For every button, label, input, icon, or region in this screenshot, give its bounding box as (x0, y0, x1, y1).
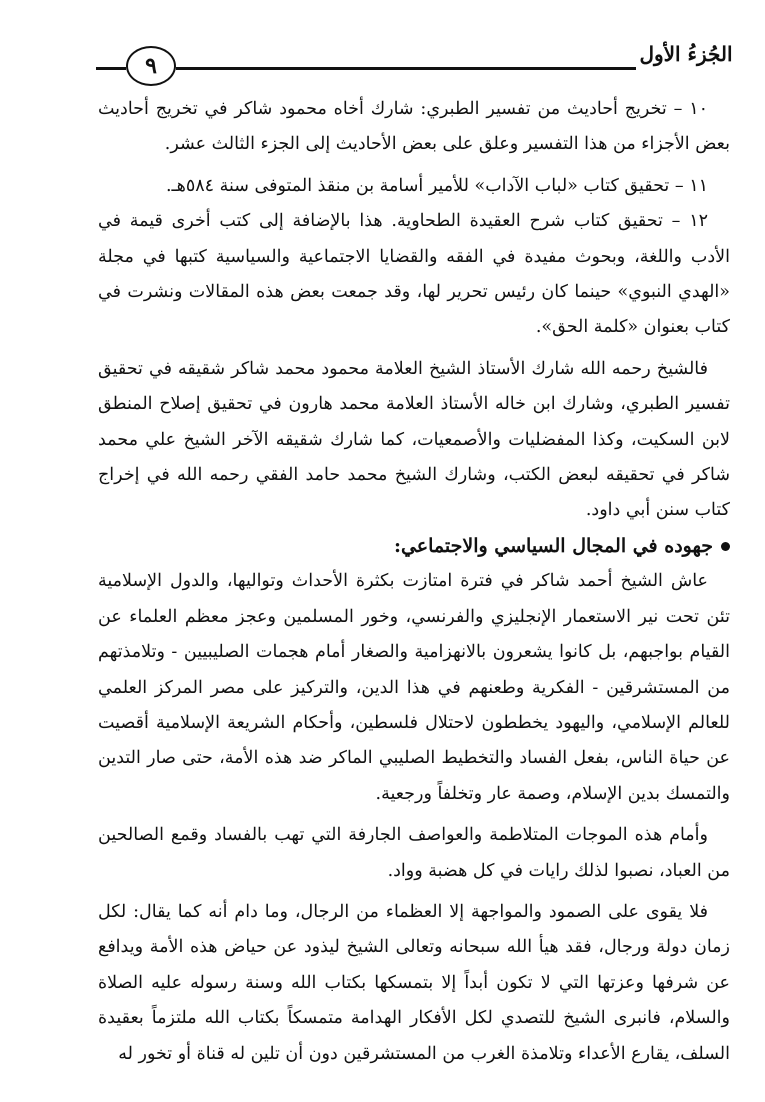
paragraph-era: عاش الشيخ أحمد شاكر في فترة امتازت بكثرة الأحداث وتواليها، والدول الإسلامية تئن تحت نير الاستعمار الإنجليزي والفرنسي، وخور المسلمين وعجز معظم العلماء عن القيام بواجبهم، بل كانوا يشعرون بالانهزامية والصغار أمام هجمات الصليبيين - وتلامذتهم من المستشرقين - الفكرية وطعنهم في هذا الدين، والتركيز على مصر المركز العلمي للعالم الإسلامي، واليهود يخططون لاحتلال فلسطين، وأحكام الشريعة الإسلامية أقصيت عن حياة الناس، بفعل الفساد والتخطيط الصليبي الماكر ضد هذه الأمة، حتى صار التدين والتمسك بدين الإسلام، وصمة عار وتخلفاً ورجعية. (98, 571, 730, 804)
bullet-icon (721, 542, 730, 551)
page-number-oval (126, 46, 176, 86)
running-title: الجُزءُ الأول (639, 42, 733, 66)
section-heading-text: جهوده في المجال السياسي والاجتماعي: (393, 534, 713, 557)
paragraph-waves: وأمام هذه الموجات المتلاطمة والعواصف الجارفة التي تهب بالفساد وقمع الصالحين من العباد، نصبوا لذلك رايات في كل هضبة وواد. (98, 825, 730, 881)
header-rule-left (96, 67, 126, 70)
list-item-11: ١١ – تحقيق كتاب «لباب الآداب» للأمير أسامة بن منقذ المتوفى سنة ٥٨٤هـ. (165, 175, 708, 196)
page-body (98, 92, 730, 1072)
paragraph-steadfastness: فلا يقوى على الصمود والمواجهة إلا العظماء من الرجال، وما دام أنه كما يقال: لكل زمان دولة ورجال، فقد هيأ الله سبحانه وتعالى الشيخ ليذود عن حياض هذه الأمة ويدافع عن شرفها وعزتها التي لا تكون أبداً إلا بتمسكها بكتاب الله وسنة رسوله عليه الصلاة والسلام، فانبرى الشيخ للتصدي لكل الأفكار الهدامة متمسكاً بكتاب الله ملتزماً بعقيدة السلف، يقارع الأعداء وتلامذة الغرب من المستشرقين دون أن تلين له قناة أو تخور له (98, 901, 730, 1064)
list-item-10: ١٠ – تخريج أحاديث من تفسير الطبري: شارك أخاه محمود شاكر في تخريج أحاديث بعض الأجزاء من هذا التفسير وعلق على بعض الأحاديث إلى الجزء الثالث عشر. (98, 99, 730, 155)
page-header (96, 40, 736, 90)
header-rule-right (176, 67, 636, 70)
page-number: ٩ (145, 53, 157, 79)
paragraph-shaker-participation: فالشيخ رحمه الله شارك الأستاذ الشيخ العلامة محمود محمد شاكر شقيقه في تحقيق تفسير الطبري، وشارك ابن خاله الأستاذ العلامة محمد هارون في تحقيق إصلاح المنطق لابن السكيت، وكذا المفضليات والأصمعيات، كما شارك شقيقه الآخر الشيخ علي محمد شاكر في تحقيقه لبعض الكتب، وشارك الشيخ محمد حامد الفقي رحمه الله في إخراج كتاب سنن أبي داود. (98, 358, 730, 521)
section-heading (98, 529, 730, 564)
list-item-12: ١٢ – تحقيق كتاب شرح العقيدة الطحاوية. هذا بالإضافة إلى كتب أخرى قيمة في الأدب واللغة، وبحوث مفيدة في الفقه والقضايا الاجتماعية والسياسية كتبها في مجلة «الهدي النبوي» حينما كان رئيس تحرير لها، وقد جمعت بعض هذه المقالات ونشرت في كتاب بعنوان «كلمة الحق». (98, 211, 730, 338)
